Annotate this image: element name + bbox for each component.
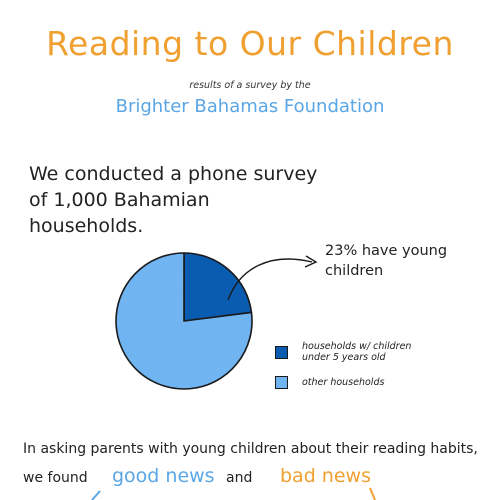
callout-text: 23% have young children bbox=[325, 243, 448, 279]
bad-news-label: bad news bbox=[280, 465, 371, 487]
survey-subtitle: results of a survey by the bbox=[189, 80, 311, 91]
organization-name: Brighter Bahamas Foundation bbox=[115, 96, 385, 117]
good-news-label: good news bbox=[112, 465, 215, 487]
page-title: Reading to Our Children bbox=[46, 24, 454, 63]
findings-text: In asking parents with young children about their reading habits, bbox=[23, 441, 478, 457]
good-news-stroke bbox=[92, 491, 100, 500]
and-text: and bbox=[226, 470, 253, 486]
legend-label-young-children: households w/ children under 5 years old bbox=[302, 341, 412, 363]
found-text: we found bbox=[23, 470, 88, 486]
intro-text: We conducted a phone survey of 1,000 Bahamian households. bbox=[29, 163, 318, 237]
legend-label-other-households: other households bbox=[302, 377, 385, 388]
bad-news-stroke bbox=[370, 488, 375, 500]
